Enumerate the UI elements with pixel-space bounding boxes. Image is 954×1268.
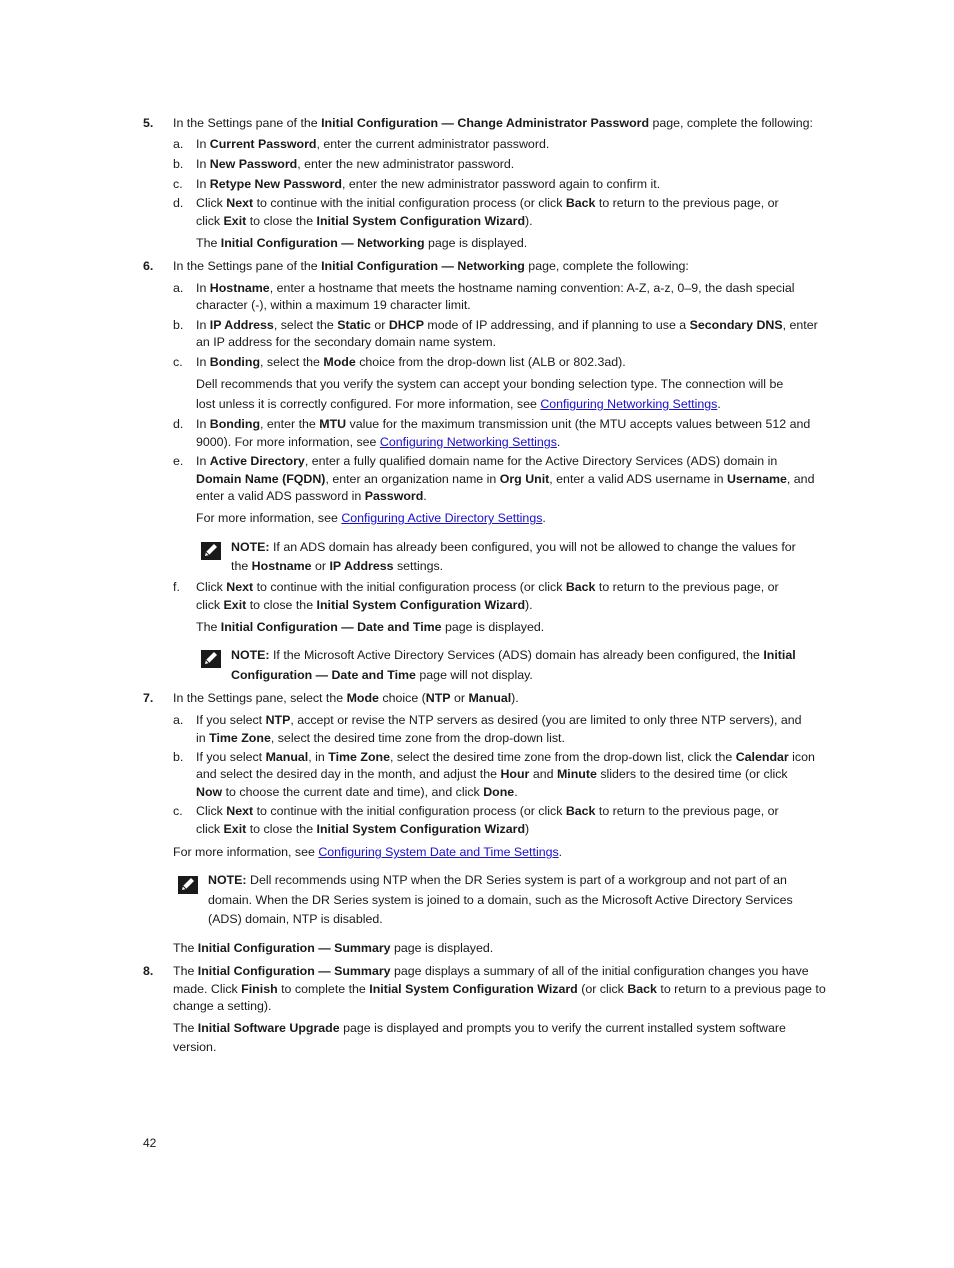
step-8-line3: change a setting). xyxy=(173,999,272,1013)
step-5d-line1: Click Next to continue with the initial configuration process (or click Back to return to the previous page, or xyxy=(196,196,779,210)
substep-letter: a. xyxy=(173,137,184,151)
pencil-note-icon xyxy=(201,542,221,560)
page-number: 42 xyxy=(143,1136,157,1150)
link-configuring-system-date-time-settings[interactable]: Configuring System Date and Time Settings xyxy=(318,845,559,859)
step-6b-line2: an IP address for the secondary domain name system. xyxy=(196,335,497,349)
step-number: 7. xyxy=(143,691,154,705)
step-6c-line1: In Bonding, select the Mode choice from the drop-down list (ALB or 802.3ad). xyxy=(196,355,626,369)
step-6-intro: In the Settings pane of the Initial Configuration — Networking page, complete the following: xyxy=(173,259,689,273)
substep-letter: c. xyxy=(173,804,183,818)
step-6f-line1: Click Next to continue with the initial configuration process (or click Back to return to the previous page, or xyxy=(196,580,779,594)
step-6e-line3: enter a valid ADS password in Password. xyxy=(196,489,427,503)
step-number: 6. xyxy=(143,259,154,273)
step-number: 8. xyxy=(143,964,154,978)
substep-letter: c. xyxy=(173,177,183,191)
step-7b-line2: and select the desired day in the month, and adjust the Hour and Minute sliders to the desired time (or click xyxy=(196,767,788,781)
note-ntp-line1: NOTE: Dell recommends using NTP when the DR Series system is part of a workgroup and not part of an xyxy=(208,873,787,887)
step-7-intro: In the Settings pane, select the Mode choice (NTP or Manual). xyxy=(173,691,519,705)
step-6e-line1: In Active Directory, enter a fully qualified domain name for the Active Directory Services (ADS) domain in xyxy=(196,454,778,468)
step-7b-line1: If you select Manual, in Time Zone, select the desired time zone from the drop-down list, click the Calendar icon xyxy=(196,750,815,764)
note-ntp-line2: domain. When the DR Series system is joined to a domain, such as the Microsoft Active Directory Services xyxy=(208,893,793,907)
step-6e-more-info: For more information, see Configuring Active Directory Settings. xyxy=(196,511,546,525)
step-7c-line2: click Exit to close the Initial System Configuration Wizard) xyxy=(196,822,530,836)
note-ntp-line3: (ADS) domain, NTP is disabled. xyxy=(208,912,383,926)
step-6f-line2: click Exit to close the Initial System Configuration Wizard). xyxy=(196,598,533,612)
step-5b: In New Password, enter the new administrator password. xyxy=(196,157,515,171)
step-6-result: The Initial Configuration — Date and Time page is displayed. xyxy=(196,620,545,634)
substep-letter: a. xyxy=(173,713,184,727)
pencil-note-icon xyxy=(178,876,198,894)
substep-letter: d. xyxy=(173,196,184,210)
step-7c-line1: Click Next to continue with the initial configuration process (or click Back to return to the previous page, or xyxy=(196,804,779,818)
substep-letter: c. xyxy=(173,355,183,369)
step-7a-line1: If you select NTP, accept or revise the NTP servers as desired (you are limited to only three NTP servers), and xyxy=(196,713,802,727)
substep-letter: b. xyxy=(173,157,184,171)
note-ads-line1: NOTE: If an ADS domain has already been configured, you will not be allowed to change the values for xyxy=(231,540,796,554)
pencil-note-icon xyxy=(201,650,221,668)
step-8-line5: version. xyxy=(173,1040,217,1054)
step-8-line1: The Initial Configuration — Summary page displays a summary of all of the initial configuration changes you have xyxy=(173,964,809,978)
step-6a-line1: In Hostname, enter a hostname that meets the hostname naming convention: A-Z, a-z, 0–9, the dash special xyxy=(196,281,795,295)
link-configuring-active-directory-settings[interactable]: Configuring Active Directory Settings xyxy=(341,511,543,525)
substep-letter: f. xyxy=(173,580,180,594)
step-5c: In Retype New Password, enter the new administrator password again to confirm it. xyxy=(196,177,661,191)
substep-letter: d. xyxy=(173,417,184,431)
step-6d-line1: In Bonding, enter the MTU value for the maximum transmission unit (the MTU accepts values between 512 and xyxy=(196,417,811,431)
note-date-time-line1: NOTE: If the Microsoft Active Directory Services (ADS) domain has already been configured, the Initial xyxy=(231,648,796,662)
substep-letter: e. xyxy=(173,454,184,468)
note-date-time-line2: Configuration — Date and Time page will not display. xyxy=(231,668,533,682)
step-7a-line2: in Time Zone, select the desired time zone from the drop-down list. xyxy=(196,731,565,745)
link-configuring-networking-settings[interactable]: Configuring Networking Settings xyxy=(540,397,718,411)
step-5-intro: In the Settings pane of the Initial Configuration — Change Administrator Password page, complete the following: xyxy=(173,116,813,130)
link-configuring-networking-settings[interactable]: Configuring Networking Settings xyxy=(379,435,557,449)
step-5a: In Current Password, enter the current administrator password. xyxy=(196,137,550,151)
step-8-line2: made. Click Finish to complete the Initial System Configuration Wizard (or click Back to return to a previous page to xyxy=(173,982,826,996)
step-7b-line3: Now to choose the current date and time), and click Done. xyxy=(196,785,518,799)
step-8-line4: The Initial Software Upgrade page is displayed and prompts you to verify the current installed system software xyxy=(173,1021,786,1035)
step-number: 5. xyxy=(143,116,154,130)
substep-letter: b. xyxy=(173,318,184,332)
step-6b-line1: In IP Address, select the Static or DHCP mode of IP addressing, and if planning to use a Secondary DNS, enter xyxy=(196,318,818,332)
step-6e-line2: Domain Name (FQDN), enter an organization name in Org Unit, enter a valid ADS username in Username, and xyxy=(196,472,815,486)
step-5-result: The Initial Configuration — Networking page is displayed. xyxy=(196,236,528,250)
step-6c-line2: Dell recommends that you verify the system can accept your bonding selection type. The connection will be xyxy=(196,377,784,391)
step-6c-line3: lost unless it is correctly configured. For more information, see Configuring Networking Settings. xyxy=(196,397,721,411)
note-ads-line2: the Hostname or IP Address settings. xyxy=(231,559,444,573)
step-5d-line2: click Exit to close the Initial System Configuration Wizard). xyxy=(196,214,533,228)
step-6a-line2: character (-), within a maximum 19 character limit. xyxy=(196,298,471,312)
substep-letter: b. xyxy=(173,750,184,764)
step-6d-line2: 9000). For more information, see Configuring Networking Settings. xyxy=(196,435,561,449)
step-7-more-info: For more information, see Configuring System Date and Time Settings. xyxy=(173,845,563,859)
step-7-result: The Initial Configuration — Summary page is displayed. xyxy=(173,941,494,955)
substep-letter: a. xyxy=(173,281,184,295)
